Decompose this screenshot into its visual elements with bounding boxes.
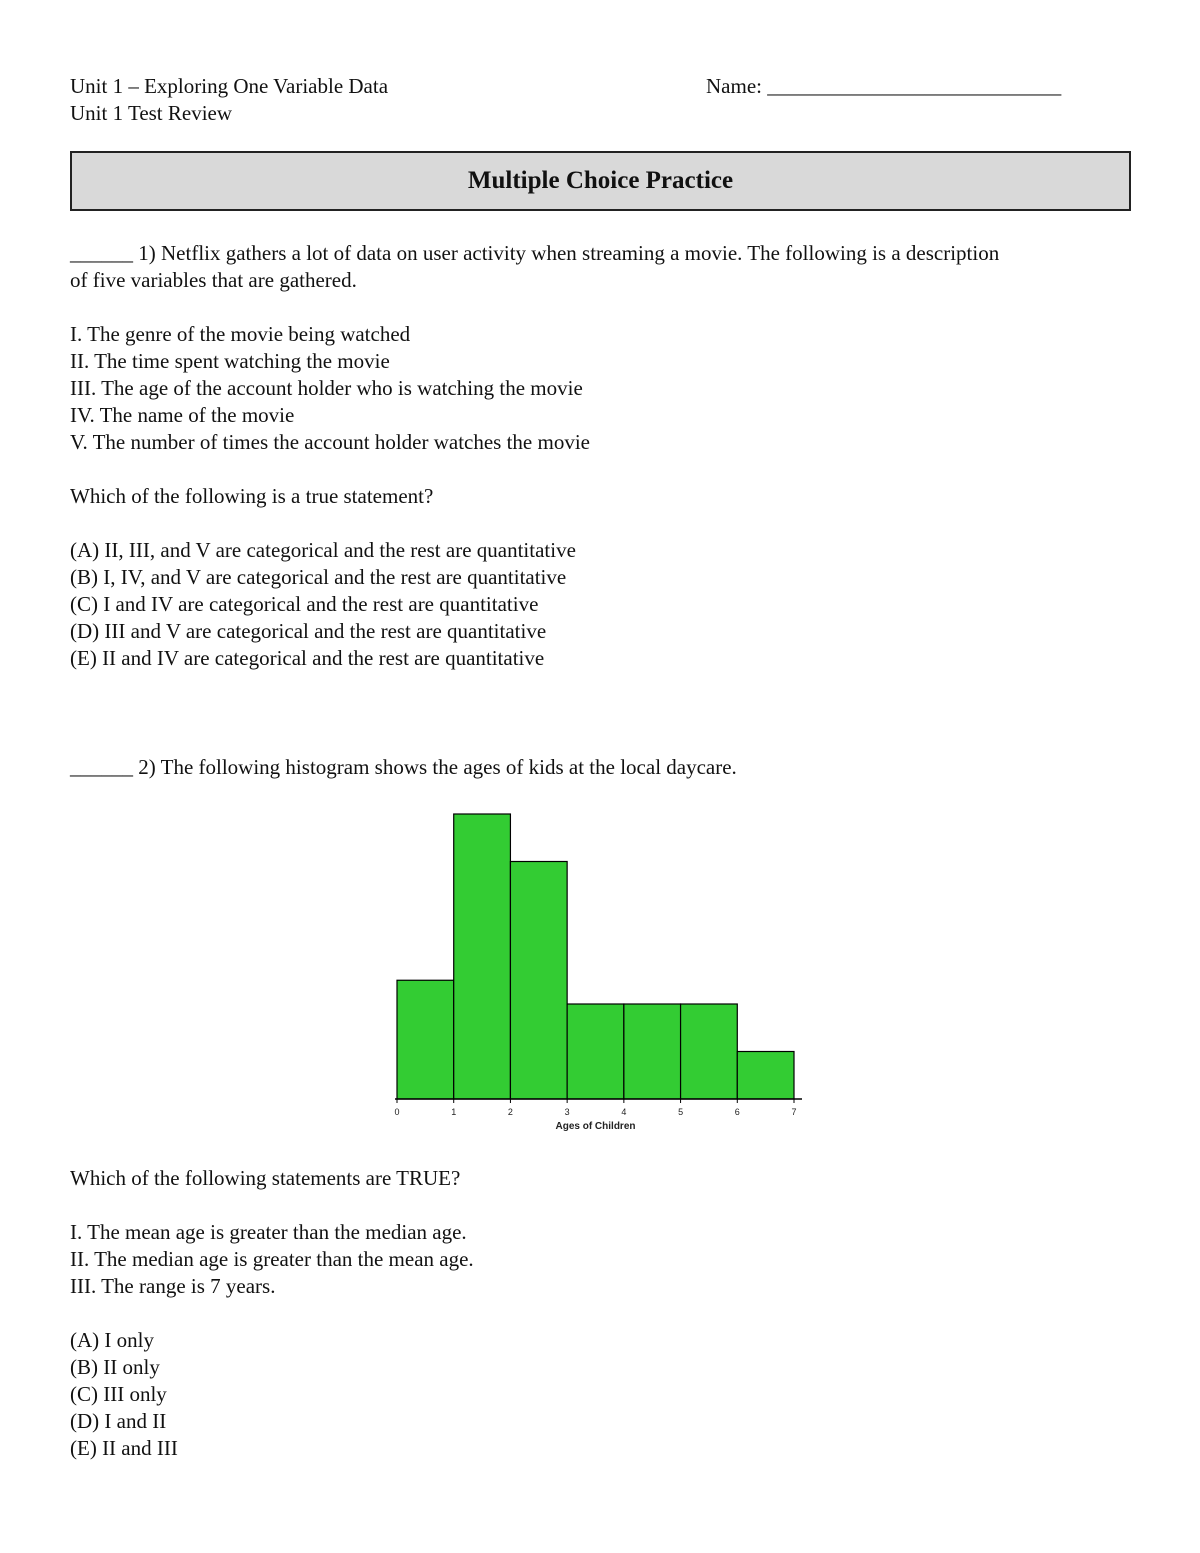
q1-item: I. The genre of the movie being watched — [70, 322, 411, 346]
q1-choice-a: (A) II, III, and V are categorical and the rest are quantitative — [70, 538, 576, 562]
histogram-bar — [510, 862, 567, 1100]
x-tick-label: 1 — [451, 1107, 457, 1117]
histogram-bar — [567, 1004, 624, 1099]
q2-question: Which of the following statements are TRUE? — [70, 1166, 461, 1190]
name-label: Name: — [706, 74, 762, 98]
q1-choice-e: (E) II and IV are categorical and the rest are quantitative — [70, 646, 545, 670]
x-axis-ticks — [394, 1099, 796, 1117]
histogram-bar — [681, 1004, 738, 1099]
q1-item: II. The time spent watching the movie — [70, 349, 390, 373]
x-tick-label: 0 — [394, 1107, 400, 1117]
q1-stem-text: Netflix gathers a lot of data on user activity when streaming a movie. The following is a description — [161, 241, 1000, 265]
x-tick-label: 7 — [791, 1107, 797, 1117]
q2-stem — [70, 754, 737, 781]
q1-question: Which of the following is a true statement? — [70, 484, 434, 508]
q1-number: 1) — [138, 241, 156, 265]
q2-choice-b: (B) II only — [70, 1355, 160, 1379]
histogram-bars — [397, 814, 794, 1099]
q2-choice-a: (A) I only — [70, 1328, 154, 1352]
q1-choice-b: (B) I, IV, and V are categorical and the rest are quantitative — [70, 565, 567, 589]
x-tick-label: 5 — [678, 1107, 684, 1117]
name-blank[interactable]: ____________________________ — [767, 74, 1062, 98]
q1-item: V. The number of times the account holder watches the movie — [70, 430, 590, 454]
q1-stem-line2: of five variables that are gathered. — [70, 268, 357, 292]
q1-choice-d: (D) III and V are categorical and the rest are quantitative — [70, 619, 547, 643]
section-header — [70, 151, 1131, 211]
q2-statement: I. The mean age is greater than the median age. — [70, 1220, 467, 1244]
q2-answer-blank[interactable]: ______ — [70, 755, 133, 779]
histogram-bar — [624, 1004, 681, 1099]
q1-item: III. The age of the account holder who is watching the movie — [70, 376, 583, 400]
section-title: Multiple Choice Practice — [467, 167, 734, 194]
q1-stem-line1 — [70, 240, 999, 267]
q2-statement: III. The range is 7 years. — [70, 1274, 276, 1298]
unit-title: Unit 1 – Exploring One Variable Data — [70, 74, 389, 98]
q1-answer-blank[interactable]: ______ — [70, 241, 133, 265]
q1-item: IV. The name of the movie — [70, 403, 295, 427]
q2-choice-e: (E) II and III — [70, 1436, 178, 1460]
x-tick-label: 3 — [564, 1107, 570, 1117]
x-axis-label: Ages of Children — [555, 1121, 636, 1132]
name-field[interactable] — [706, 73, 1061, 100]
q2-statement: II. The median age is greater than the mean age. — [70, 1247, 474, 1271]
histogram-bar — [737, 1052, 794, 1100]
x-tick-label: 6 — [734, 1107, 740, 1117]
q2-choice-d: (D) I and II — [70, 1409, 167, 1433]
page-subtitle: Unit 1 Test Review — [70, 101, 233, 125]
q2-choice-c: (C) III only — [70, 1382, 167, 1406]
q2-number: 2) — [138, 755, 156, 779]
histogram-bar — [397, 980, 454, 1099]
histogram-bar — [454, 814, 511, 1099]
x-tick-label: 4 — [621, 1107, 627, 1117]
q1-choice-c: (C) I and IV are categorical and the rest are quantitative — [70, 592, 539, 616]
x-tick-label: 2 — [507, 1107, 513, 1117]
age-histogram — [380, 800, 820, 1140]
q2-stem-text: The following histogram shows the ages of kids at the local daycare. — [160, 755, 737, 779]
